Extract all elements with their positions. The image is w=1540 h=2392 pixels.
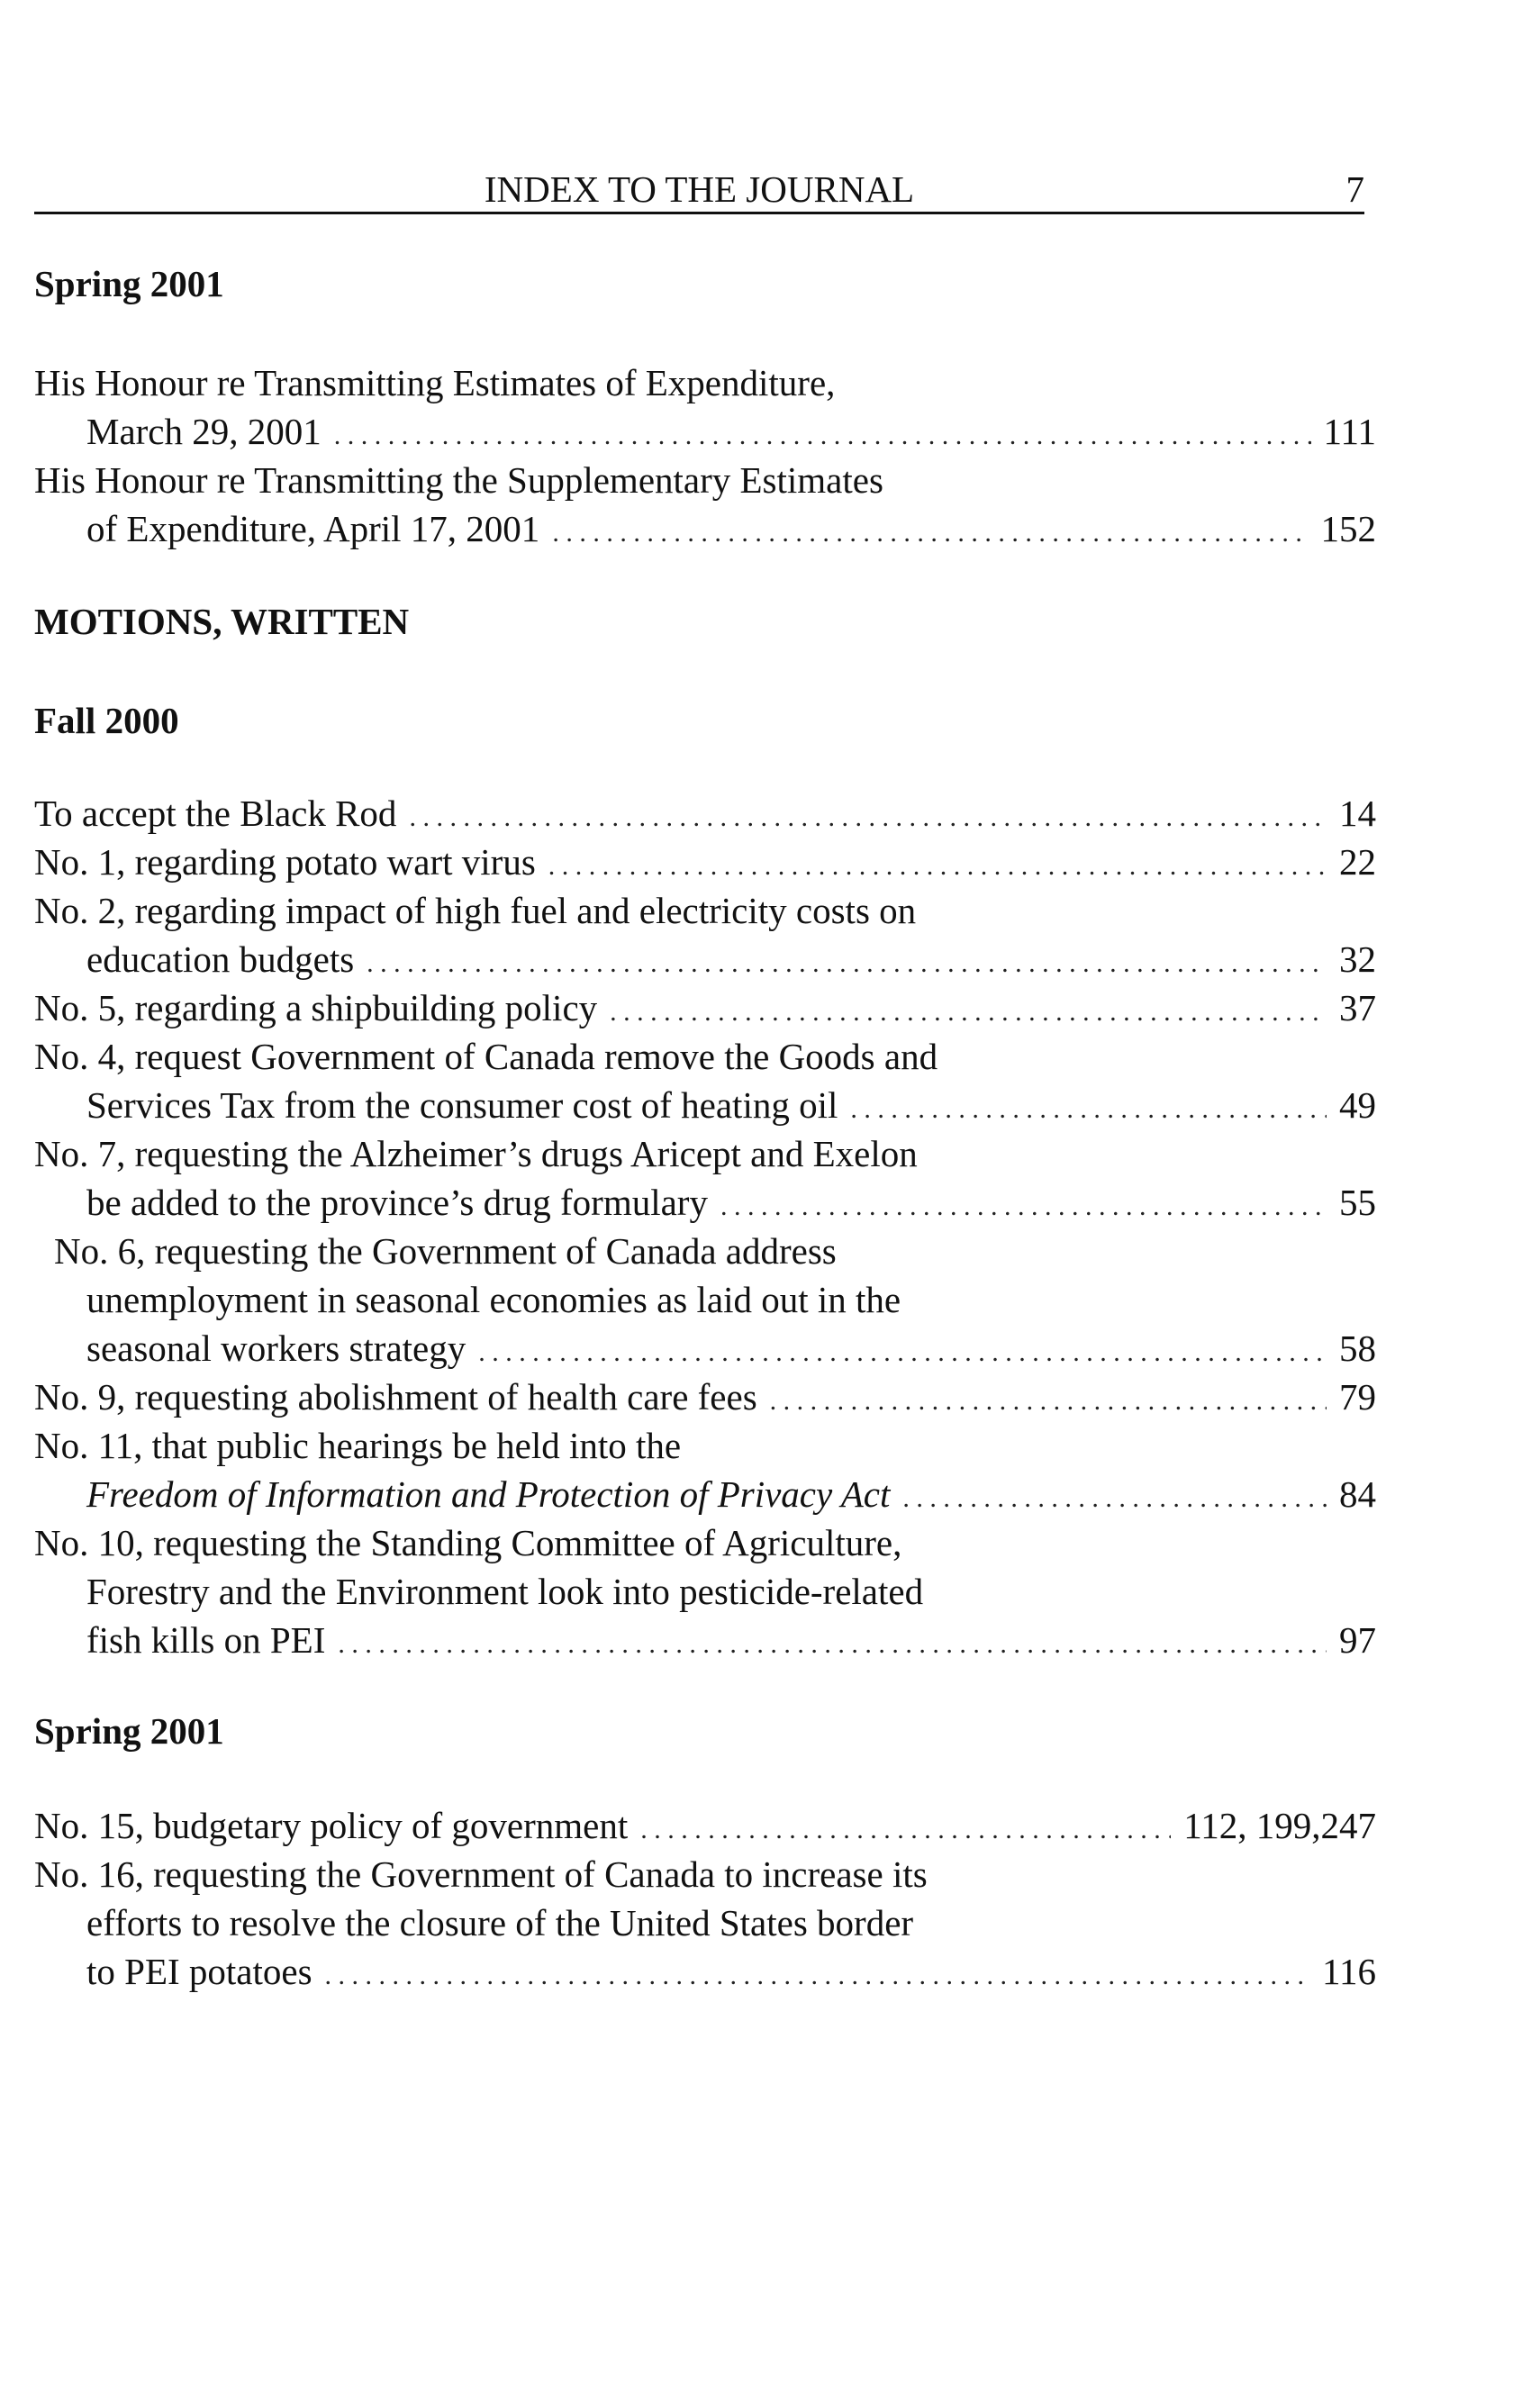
- entry-page-ref: 112, 199,247: [1183, 1805, 1376, 1846]
- entry-page-ref: 49: [1339, 1084, 1376, 1126]
- section-heading-spring-2001: Spring 2001: [34, 263, 224, 304]
- index-entry-black-rod: [34, 789, 1376, 838]
- section-heading-motions-written: MOTIONS, WRITTEN: [34, 601, 410, 642]
- index-entry-motion-10: [34, 1518, 1376, 1664]
- index-entry-motion-5: [34, 983, 1376, 1032]
- entry-text-act-title: Freedom of Information and Protection of Privacy Act: [86, 1473, 891, 1515]
- entry-text: education budgets: [86, 938, 355, 980]
- index-entry-motion-15: [34, 1801, 1376, 1850]
- index-entry-motion-6: [54, 1227, 1376, 1373]
- entry-text: fish kills on PEI: [86, 1619, 326, 1661]
- dot-leader: [548, 838, 1327, 891]
- entry-text: No. 2, regarding impact of high fuel and electricity costs on: [34, 890, 917, 931]
- index-entry-motion-2: [34, 886, 1376, 983]
- section-heading-spring-2001-motions: Spring 2001: [34, 1710, 224, 1752]
- dot-leader: [409, 789, 1327, 842]
- page-number: 7: [1345, 168, 1364, 210]
- entry-page-ref: 37: [1339, 987, 1376, 1028]
- dot-leader: [334, 407, 1311, 460]
- entry-page-ref: 97: [1339, 1619, 1376, 1661]
- entry-page-ref: 32: [1339, 938, 1376, 980]
- entry-text: No. 6, requesting the Government of Canada address: [54, 1230, 837, 1272]
- index-entry-supplementary-estimates: [34, 456, 1376, 553]
- dot-leader: [850, 1081, 1327, 1134]
- index-entry-motion-7: [34, 1129, 1376, 1227]
- index-entry-motion-1: [34, 838, 1376, 886]
- running-head: [34, 167, 1364, 214]
- dot-leader: [640, 1801, 1171, 1854]
- dot-leader: [478, 1324, 1327, 1377]
- entry-text: to PEI potatoes: [86, 1951, 313, 1992]
- dot-leader: [720, 1178, 1327, 1231]
- entry-text: No. 9, requesting abolishment of health care fees: [34, 1376, 757, 1418]
- dot-leader: [367, 935, 1327, 988]
- entry-text: of Expenditure, April 17, 2001: [86, 508, 540, 549]
- index-entry-motion-4: [34, 1032, 1376, 1129]
- entry-text: His Honour re Transmitting Estimates of Expenditure,: [34, 362, 836, 403]
- running-head-title: INDEX TO THE JOURNAL: [484, 168, 915, 210]
- entry-text: be added to the province’s drug formulary: [86, 1182, 708, 1223]
- entry-text: No. 15, budgetary policy of government: [34, 1805, 629, 1846]
- entry-text: No. 10, requesting the Standing Committee of Agriculture,: [34, 1522, 902, 1563]
- dot-leader: [338, 1616, 1327, 1669]
- index-entry-motion-11: [34, 1421, 1376, 1518]
- dot-leader: [770, 1373, 1327, 1426]
- entry-page-ref: 55: [1339, 1182, 1376, 1223]
- index-entry-estimates: [34, 358, 1376, 456]
- entry-page-ref: 111: [1323, 411, 1376, 452]
- entry-text: No. 11, that public hearings be held into the: [34, 1425, 682, 1466]
- entry-text: No. 4, request Government of Canada remove the Goods and: [34, 1036, 938, 1077]
- entry-page-ref: 58: [1339, 1327, 1376, 1369]
- index-entry-motion-9: [34, 1373, 1376, 1421]
- index-entry-motion-16: [34, 1850, 1376, 1996]
- entry-page-ref: 14: [1339, 793, 1376, 834]
- entry-text: March 29, 2001: [86, 411, 322, 452]
- entry-page-ref: 79: [1339, 1376, 1376, 1418]
- entry-page-ref: 152: [1320, 508, 1376, 549]
- dot-leader: [902, 1470, 1327, 1523]
- dot-leader: [325, 1947, 1309, 2000]
- entry-text: To accept the Black Rod: [34, 793, 397, 834]
- entry-text: No. 5, regarding a shipbuilding policy: [34, 987, 598, 1028]
- entry-text: Services Tax from the consumer cost of heating oil: [86, 1084, 838, 1126]
- entry-page-ref: 84: [1339, 1473, 1376, 1515]
- entry-text: No. 16, requesting the Government of Canada to increase its: [34, 1853, 928, 1895]
- entry-text: unemployment in seasonal economies as laid out in the: [86, 1279, 901, 1320]
- entry-text: His Honour re Transmitting the Supplementary Estimates: [34, 459, 883, 501]
- entry-text: No. 7, requesting the Alzheimer’s drugs Aricept and Exelon: [34, 1133, 918, 1174]
- dot-leader: [610, 983, 1327, 1037]
- entry-page-ref: 116: [1322, 1951, 1376, 1992]
- entry-text: efforts to resolve the closure of the United States border: [86, 1902, 914, 1944]
- entry-text: No. 1, regarding potato wart virus: [34, 841, 536, 883]
- entry-text: seasonal workers strategy: [86, 1327, 467, 1369]
- entry-page-ref: 22: [1339, 841, 1376, 883]
- dot-leader: [552, 504, 1308, 557]
- entry-text: Forestry and the Environment look into pesticide-related: [86, 1571, 924, 1612]
- section-heading-fall-2000: Fall 2000: [34, 700, 179, 741]
